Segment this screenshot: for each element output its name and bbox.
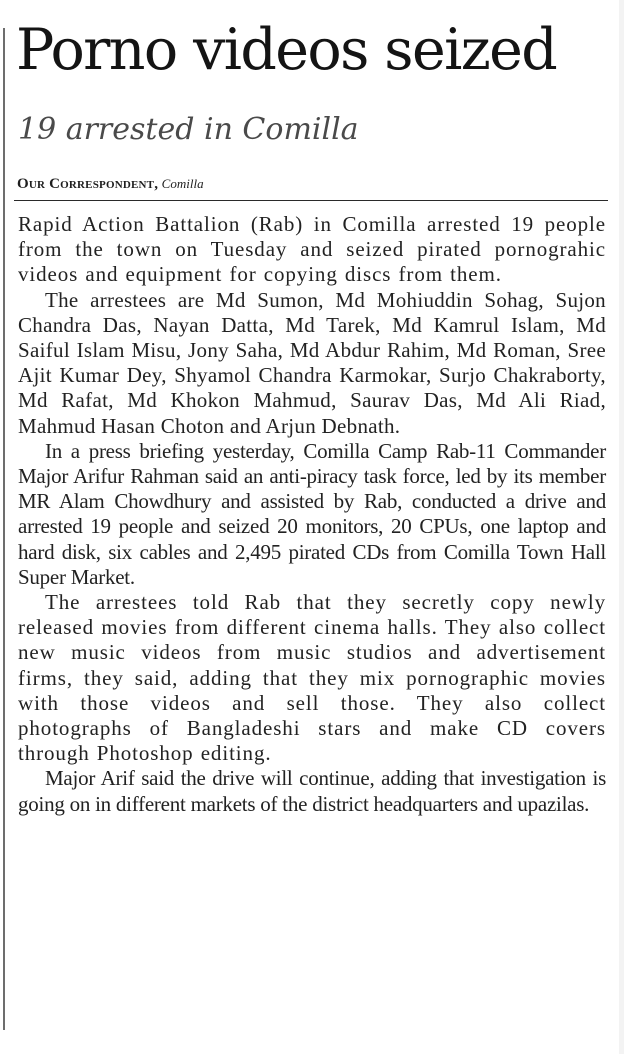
paragraph-4: The arrestees told Rab that they secretly copy newly released movies from different cinema halls. They also collect new music videos from music studios and advertisement firms, they said, adding that they mix pornographic movies with those videos and sell those. They also collect photographs of Bangladeshi stars and make CD covers through Photoshop editing. (18, 590, 606, 766)
page-edge (619, 0, 624, 1054)
headline: Porno videos seized (16, 17, 557, 83)
byline-location: Comilla (161, 176, 204, 191)
column-rule (3, 28, 5, 1030)
subheadline: 19 arrested in Comilla (18, 112, 359, 147)
byline (17, 174, 204, 195)
byline-author: Our Correspondent, (17, 176, 159, 192)
paragraph-2: The arrestees are Md Sumon, Md Mohiuddin Sohag, Sujon Chandra Das, Nayan Datta, Md Tarek, Md Kamrul Islam, Md Saiful Islam Misu, Jony Saha, Md Abdur Rahim, Md Roman, Sree Ajit Kumar Dey, Shyamol Chandra Karmokar, Surjo Chakraborty, Md Rafat, Md Khokon Mahmud, Saurav Das, Md Ali Riad, Mahmud Hasan Choton and Arjun Debnath. (18, 287, 606, 438)
paragraph-3: In a press briefing yesterday, Comilla Camp Rab-11 Commander Major Arifur Rahman said an anti-piracy task force, led by its member MR Alam Chowdhury and assisted by Rab, conducted a drive and arrested 19 people and seized 20 monitors, 20 CPUs, one laptop and hard disk, six cables and 2,495 pirated CDs from Comilla Town Hall Super Market. (18, 438, 606, 589)
paragraph-5: Major Arif said the drive will continue, adding that investigation is going on in different markets of the district headquarters and upazilas. (18, 766, 606, 816)
article-body (18, 212, 606, 817)
byline-divider (14, 200, 608, 201)
paragraph-1: Rapid Action Battalion (Rab) in Comilla arrested 19 people from the town on Tuesday and seized pirated pornograhic videos and equipment for copying discs from them. (18, 212, 606, 287)
